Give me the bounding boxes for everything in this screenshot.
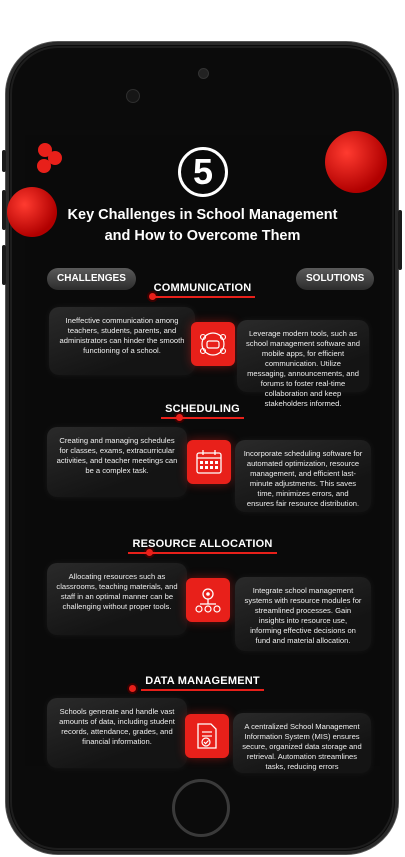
challenge-card-communication: Ineffective communication among teachers, students, parents, and administrators can hinder the smooth functioning of a school. <box>49 307 195 375</box>
solution-card-resource-allocation: Integrate school management systems with resource modules for streamlined processes. Gain insights into resource use, informing effective decisions on fund and material allocation. <box>235 577 371 651</box>
section-title-data-management: DATA MANAGEMENT <box>25 675 380 691</box>
challenge-card-scheduling: Creating and managing schedules for classes, exams, extracurricular activities, and teacher meetings can be a complex task. <box>47 427 187 497</box>
chat-network-icon <box>198 329 228 359</box>
icon-box-communication <box>191 322 235 366</box>
icon-box-data-management <box>185 714 229 758</box>
number-badge: 5 <box>178 147 228 197</box>
power-button <box>398 210 402 270</box>
challenge-card-resource-allocation: Allocating resources such as classrooms, teaching materials, and staff in an optimal manner can be challenging without proper tools. <box>47 563 187 635</box>
solution-card-scheduling: Incorporate scheduling software for automated optimization, resource management, and efficient last-minute adjustments. This saves time, minimizes errors, and ensures fair resource distribution. <box>235 440 371 512</box>
home-button[interactable] <box>172 779 230 837</box>
front-camera <box>126 89 140 103</box>
mute-switch <box>2 150 6 172</box>
challenge-card-data-management: Schools generate and handle vast amounts of data, including student records, attendance, grades, and financial information. <box>47 698 187 768</box>
document-check-icon <box>192 721 222 751</box>
page-title: Key Challenges in School Management and How to Overcome Them <box>67 207 338 244</box>
resource-gear-icon <box>193 585 223 615</box>
infographic-screen[interactable] <box>25 135 380 771</box>
icon-box-resource-allocation <box>186 578 230 622</box>
volume-down-button <box>2 245 6 285</box>
icon-box-scheduling <box>187 440 231 484</box>
volume-up-button <box>2 190 6 230</box>
solution-card-communication: Leverage modern tools, such as school management software and mobile apps, for efficient communication. Utilize messaging, announcements, and forums to foster real-time collaboration and keep stakeholders informed. <box>237 320 369 392</box>
section-title-resource-allocation: RESOURCE ALLOCATION <box>25 538 380 554</box>
decor-circle-top-right <box>325 131 387 193</box>
speaker <box>198 68 209 79</box>
challenges-pill: CHALLENGES <box>47 268 136 290</box>
solution-card-data-management: A centralized School Management Information System (MIS) ensures secure, organized data storage and retrieval. Automation streamlines tasks, reducing errors <box>233 713 371 773</box>
solutions-pill: SOLUTIONS <box>296 268 374 290</box>
section-title-communication: COMMUNICATION <box>25 282 380 298</box>
calendar-icon <box>194 447 224 477</box>
section-title-scheduling: SCHEDULING <box>25 403 380 419</box>
logo <box>34 141 68 175</box>
